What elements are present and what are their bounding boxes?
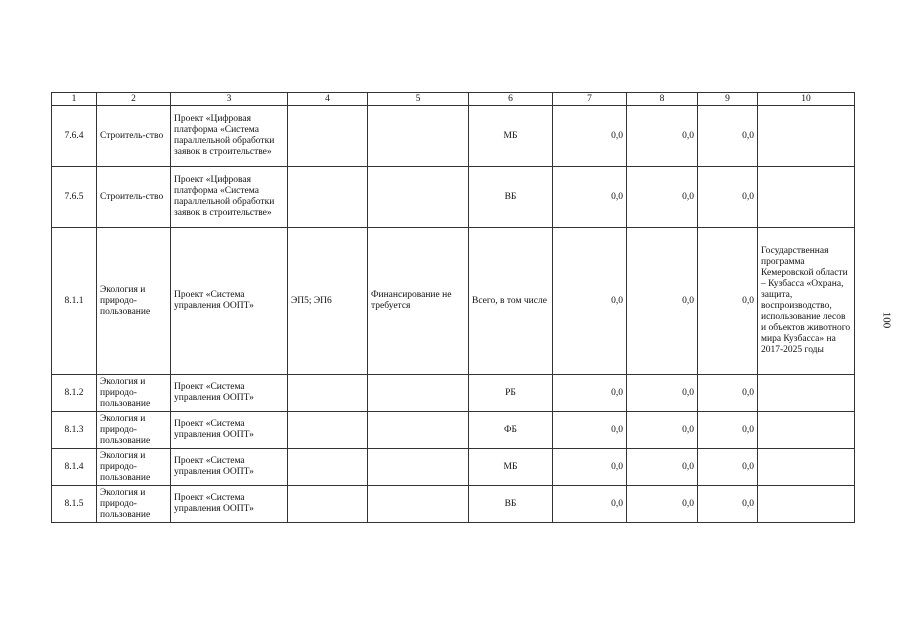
value-col8: 0,0 — [627, 486, 698, 523]
col-header-10: 10 — [758, 93, 855, 106]
value-col8: 0,0 — [627, 449, 698, 486]
col-header-5: 5 — [368, 93, 469, 106]
value-col7: 0,0 — [553, 228, 627, 375]
col-header-6: 6 — [469, 93, 553, 106]
sphere-cell: Строитель-ство — [97, 106, 171, 167]
financing-cell — [368, 375, 469, 412]
col-header-8: 8 — [627, 93, 698, 106]
value-col7: 0,0 — [553, 412, 627, 449]
col-header-9: 9 — [698, 93, 758, 106]
source-cell: ФБ — [469, 412, 553, 449]
value-col8: 0,0 — [627, 228, 698, 375]
table-row — [52, 375, 855, 412]
indicators-cell — [288, 106, 368, 167]
indicators-cell — [288, 412, 368, 449]
indicators-cell — [288, 167, 368, 228]
source-cell: РБ — [469, 375, 553, 412]
col-header-7: 7 — [553, 93, 627, 106]
source-cell: ВБ — [469, 486, 553, 523]
sphere-cell: Экология и природо-пользование — [97, 486, 171, 523]
value-col9: 0,0 — [698, 486, 758, 523]
value-col9: 0,0 — [698, 449, 758, 486]
sphere-cell: Экология и природо-пользование — [97, 449, 171, 486]
col-header-2: 2 — [97, 93, 171, 106]
value-col7: 0,0 — [553, 167, 627, 228]
sphere-cell: Экология и природо-пользование — [97, 228, 171, 375]
note-cell — [758, 486, 855, 523]
row-number: 8.1.2 — [52, 375, 97, 412]
value-col8: 0,0 — [627, 375, 698, 412]
value-col9: 0,0 — [698, 228, 758, 375]
note-cell: Государственная программа Кемеровской области – Кузбасса «Охрана, защита, воспроизводство, использование лесов и объектов животного мира Кузбасса» на 2017-2025 годы — [758, 228, 855, 375]
value-col8: 0,0 — [627, 412, 698, 449]
sphere-cell: Экология и природо-пользование — [97, 375, 171, 412]
note-cell — [758, 167, 855, 228]
col-header-4: 4 — [288, 93, 368, 106]
page-number: 100 — [880, 311, 893, 329]
project-cell: Проект «Система управления ООПТ» — [171, 486, 288, 523]
col-header-1: 1 — [52, 93, 97, 106]
header-row — [52, 93, 855, 106]
value-col7: 0,0 — [553, 486, 627, 523]
value-col8: 0,0 — [627, 167, 698, 228]
value-col9: 0,0 — [698, 412, 758, 449]
value-col7: 0,0 — [553, 449, 627, 486]
financing-cell — [368, 486, 469, 523]
row-number: 7.6.5 — [52, 167, 97, 228]
indicators-cell — [288, 449, 368, 486]
project-cell: Проект «Система управления ООПТ» — [171, 375, 288, 412]
source-cell: ВБ — [469, 167, 553, 228]
financing-cell — [368, 167, 469, 228]
financing-cell — [368, 449, 469, 486]
table-row — [52, 228, 855, 375]
col-header-3: 3 — [171, 93, 288, 106]
row-number: 8.1.3 — [52, 412, 97, 449]
project-cell: Проект «Система управления ООПТ» — [171, 449, 288, 486]
indicators-cell: ЭП5; ЭП6 — [288, 228, 368, 375]
table-row — [52, 412, 855, 449]
value-col7: 0,0 — [553, 106, 627, 167]
value-col9: 0,0 — [698, 375, 758, 412]
value-col8: 0,0 — [627, 106, 698, 167]
row-number: 7.6.4 — [52, 106, 97, 167]
note-cell — [758, 449, 855, 486]
value-col9: 0,0 — [698, 167, 758, 228]
financing-cell — [368, 106, 469, 167]
project-cell: Проект «Цифровая платформа «Система параллельной обработки заявок в строительстве» — [171, 167, 288, 228]
indicators-cell — [288, 375, 368, 412]
source-cell: Всего, в том числе — [469, 228, 553, 375]
sphere-cell: Строитель-ство — [97, 167, 171, 228]
financing-cell: Финансирование не требуется — [368, 228, 469, 375]
table-row — [52, 486, 855, 523]
note-cell — [758, 106, 855, 167]
project-cell: Проект «Цифровая платформа «Система параллельной обработки заявок в строительстве» — [171, 106, 288, 167]
indicators-cell — [288, 486, 368, 523]
financing-cell — [368, 412, 469, 449]
value-col9: 0,0 — [698, 106, 758, 167]
sphere-cell: Экология и природо-пользование — [97, 412, 171, 449]
project-cell: Проект «Система управления ООПТ» — [171, 228, 288, 375]
row-number: 8.1.5 — [52, 486, 97, 523]
note-cell — [758, 375, 855, 412]
table-row — [52, 167, 855, 228]
source-cell: МБ — [469, 449, 553, 486]
source-cell: МБ — [469, 106, 553, 167]
row-number: 8.1.1 — [52, 228, 97, 375]
row-number: 8.1.4 — [52, 449, 97, 486]
project-cell: Проект «Система управления ООПТ» — [171, 412, 288, 449]
table-row — [52, 106, 855, 167]
table-row — [52, 449, 855, 486]
value-col7: 0,0 — [553, 375, 627, 412]
note-cell — [758, 412, 855, 449]
program-table — [51, 92, 855, 523]
